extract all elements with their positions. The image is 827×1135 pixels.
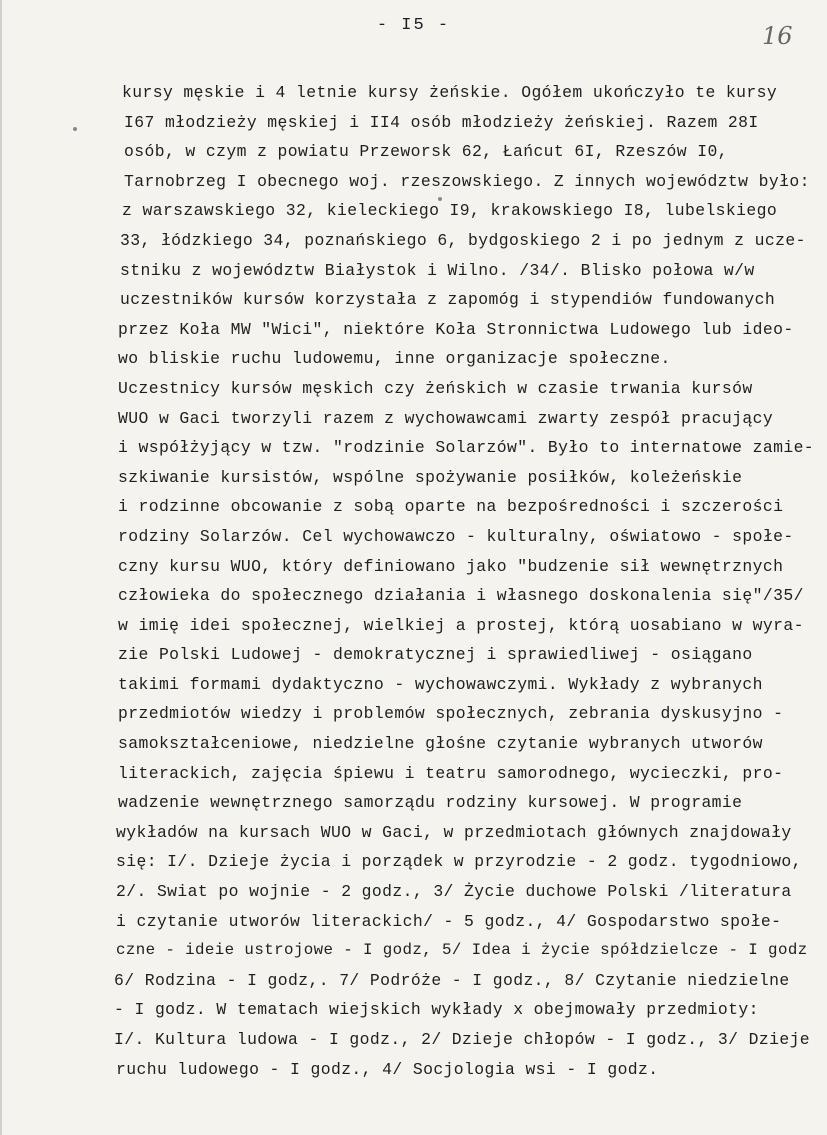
text-line: przedmiotów wiedzy i problemów społecznych, zebrania dyskusyjno -: [118, 704, 784, 724]
text-line: 33, łódzkiego 34, poznańskiego 6, bydgoskiego 2 i po jednym z ucze-: [120, 230, 806, 250]
text-line: z warszawskiego 32, kieleckiego I9, krakowskiego I8, lubelskiego: [122, 201, 778, 221]
text-line: osób, w czym z powiatu Przeworsk 62, Łańcut 6I, Rzeszów I0,: [124, 142, 728, 162]
text-line: samokształceniowe, niedzielne głośne czytanie wybranych utworów: [118, 734, 763, 754]
text-line: Uczestnicy kursów męskich czy żeńskich w czasie trwania kursów: [118, 378, 753, 398]
text-line: wykładów na kursach WUO w Gaci, w przedmiotach głównych znajdowały: [116, 822, 792, 842]
text-line: i współżyjący w tzw. "rodzinie Solarzów". Było to internatowe zamie-: [118, 438, 815, 458]
typed-body-text: [114, 78, 814, 1084]
text-line: rodziny Solarzów. Cel wychowawczo - kulturalny, oświatowo - społe-: [118, 526, 794, 546]
text-line: wadzenie wewnętrznego samorządu rodziny kursowej. W programie: [118, 793, 743, 813]
text-line: 2/. Swiat po wojnie - 2 godz., 3/ Życie duchowe Polski /literatura: [116, 882, 792, 902]
text-line: i czytanie utworów literackich/ - 5 godz., 4/ Gospodarstwo społe-: [116, 911, 782, 931]
text-line: ruchu ludowego - I godz., 4/ Socjologia wsi - I godz.: [116, 1059, 659, 1079]
text-line: czny kursu WUO, który definiowano jako "budzenie sił wewnętrznych: [118, 556, 784, 576]
text-line: człowieka do społecznego działania i własnego doskonalenia się"/35/: [118, 586, 804, 606]
text-line: czne - ideie ustrojowe - I godz, 5/ Idea i życie spółdzielcze - I godz: [116, 941, 808, 960]
text-line: w imię idei społecznej, wielkiej a prostej, którą uosabiano w wyra-: [118, 615, 804, 635]
text-line: - I godz. W tematach wiejskich wykłady x obejmowały przedmioty:: [114, 1000, 759, 1020]
text-line: Tarnobrzeg I obecnego woj. rzeszowskiego. Z innych województw było:: [124, 171, 810, 191]
page-number-header: - I5 -: [376, 16, 451, 35]
text-line: 6/ Rodzina - I godz,. 7/ Podróże - I godz., 8/ Czytanie niedzielne: [114, 970, 790, 990]
text-line: WUO w Gaci tworzyli razem z wychowawcami zwarty zespół pracujący: [118, 408, 774, 428]
text-line: literackich, zajęcia śpiewu i teatru samorodnego, wycieczki, pro-: [118, 763, 784, 783]
text-line: zie Polski Ludowej - demokratycznej i sprawiedliwej - osiągano: [118, 645, 753, 665]
text-line: wo bliskie ruchu ludowemu, inne organizacje społeczne.: [118, 349, 671, 369]
scan-speck: [73, 127, 77, 131]
text-line: stniku z województw Białystok i Wilno. /34/. Blisko połowa w/w: [120, 260, 755, 280]
text-line: uczestników kursów korzystała z zapomóg i stypendiów fundowanych: [120, 290, 776, 310]
text-line: i rodzinne obcowanie z sobą oparte na bezpośredności i szczerości: [118, 497, 784, 517]
text-line: I67 młodzieży męskiej i II4 osób młodzieży żeńskiej. Razem 28I: [124, 112, 759, 132]
text-line: przez Koła MW "Wici", niektóre Koła Stronnictwa Ludowego lub ideo-: [118, 319, 794, 339]
text-line: szkiwanie kursistów, wspólne spożywanie posiłków, koleżeńskie: [118, 467, 743, 487]
scan-edge: [0, 0, 2, 1135]
text-line: kursy męskie i 4 letnie kursy żeńskie. Ogółem ukończyło te kursy: [122, 83, 778, 102]
handwritten-folio-number: 16: [762, 22, 793, 50]
text-line: I/. Kultura ludowa - I godz., 2/ Dzieje chłopów - I godz., 3/ Dzieje: [114, 1030, 811, 1049]
text-line: takimi formami dydaktyczno - wychowawczymi. Wykłady z wybranych: [118, 674, 763, 694]
text-line: się: I/. Dzieje życia i porządek w przyrodzie - 2 godz. tygodniowo,: [116, 852, 802, 872]
